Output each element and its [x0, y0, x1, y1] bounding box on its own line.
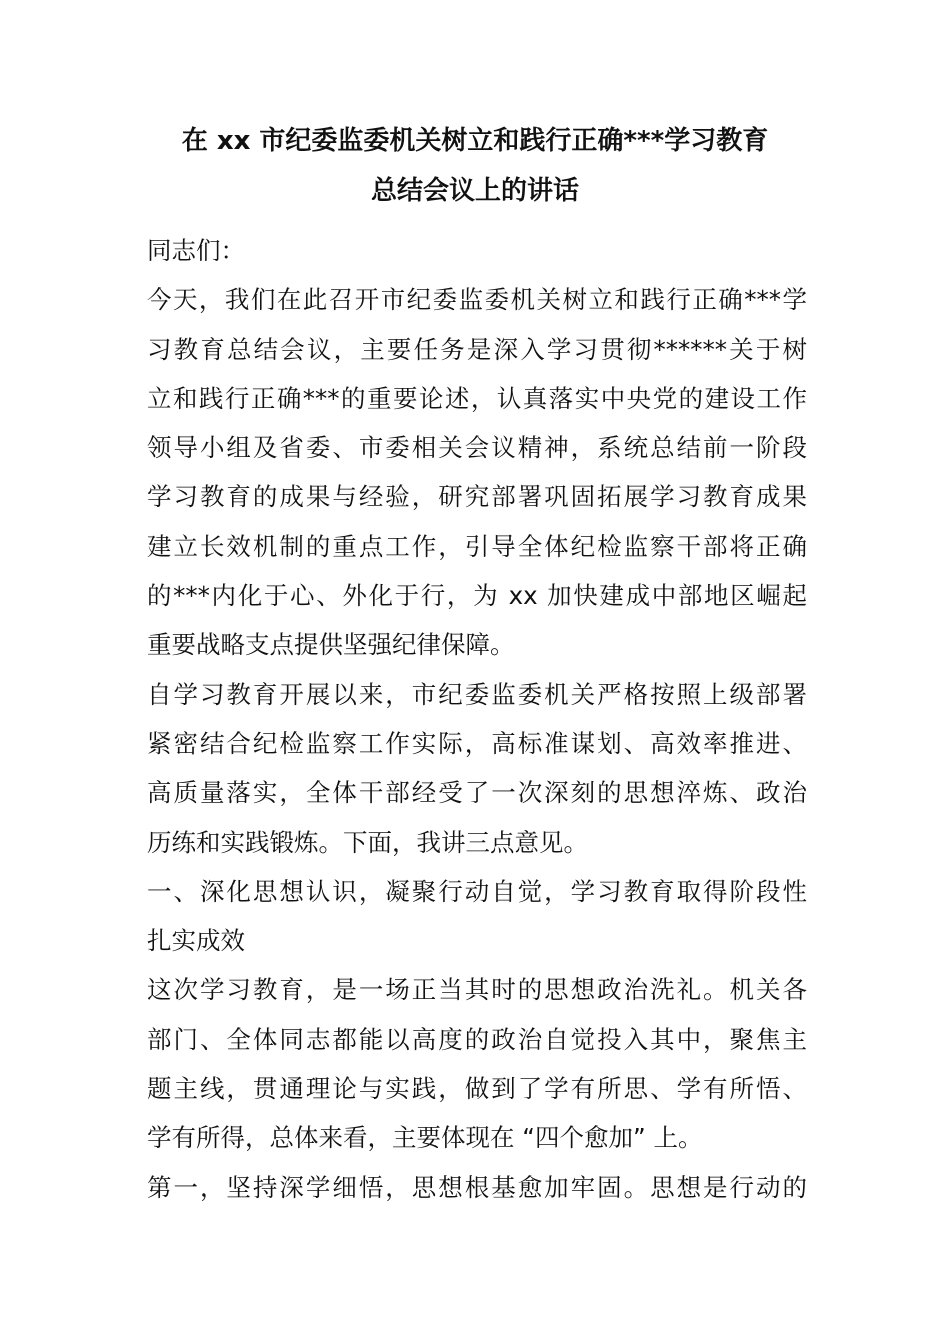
salutation: 同志们： — [147, 236, 245, 265]
paragraph-line: 今天，我们在此召开市纪委监委机关树立和践行正确***学 — [147, 285, 807, 315]
paragraph-line: 题主线，贯通理论与实践，做到了学有所思、学有所悟、 — [147, 1074, 807, 1104]
paragraph-line: 高质量落实，全体干部经受了一次深刻的思想淬炼、政治 — [147, 778, 807, 808]
paragraph-line: 建立长效机制的重点工作，引导全体纪检监察干部将正确 — [147, 531, 807, 561]
paragraph-line: 自学习教育开展以来，市纪委监委机关严格按照上级部署 — [147, 679, 807, 709]
section-heading-line: 扎实成效 — [147, 926, 245, 956]
paragraph-line: 第一，坚持深学细悟，思想根基愈加牢固。思想是行动的 — [147, 1172, 807, 1202]
paragraph-line: 历练和实践锻炼。下面，我讲三点意见。 — [147, 827, 588, 857]
paragraph-line: 紧密结合纪检监察工作实际，高标准谋划、高效率推进、 — [147, 728, 807, 758]
paragraph-line: 这次学习教育，是一场正当其时的思想政治洗礼。机关各 — [147, 975, 807, 1005]
document-title-line-2: 总结会议上的讲话 — [370, 176, 579, 206]
document-body — [147, 226, 807, 1212]
paragraph-line: 部门、全体同志都能以高度的政治自觉投入其中，聚焦主 — [147, 1024, 807, 1054]
paragraph-line: 的***内化于心、外化于行，为 xx 加快建成中部地区崛起 — [147, 581, 807, 611]
paragraph-line: 学习教育的成果与经验，研究部署巩固拓展学习教育成果 — [147, 482, 807, 512]
section-heading-line: 一、深化思想认识，凝聚行动自觉，学习教育取得阶段性 — [147, 876, 807, 906]
paragraph-line: 学有所得，总体来看，主要体现在 “四个愈加” 上。 — [147, 1123, 703, 1153]
document-title-line-1: 在 xx 市纪委监委机关树立和践行正确***学习教育 — [181, 126, 769, 156]
paragraph-line: 习教育总结会议，主要任务是深入学习贯彻******关于树 — [147, 334, 807, 364]
paragraph-line: 立和践行正确***的重要论述，认真落实中央党的建设工作 — [147, 383, 807, 413]
paragraph-line: 领导小组及省委、市委相关会议精神，系统总结前一阶段 — [147, 433, 807, 463]
paragraph-line: 重要战略支点提供坚强纪律保障。 — [147, 630, 515, 660]
